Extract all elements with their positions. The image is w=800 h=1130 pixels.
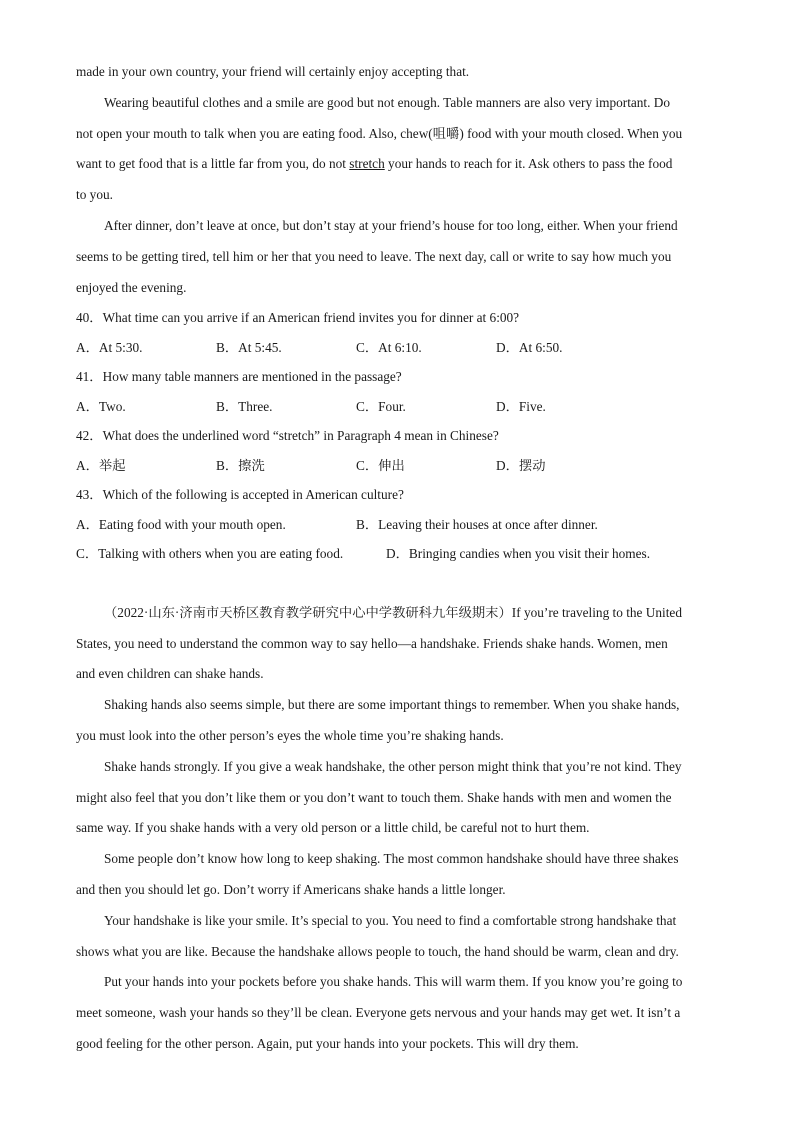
passage-line: After dinner, don’t leave at once, but don’t stay at your friend’s house for too long, either. When your friend [104,217,678,233]
question-list [76,303,726,569]
passage-1 [76,57,726,303]
passage-line-tail: your hands to reach for it. Ask others to pass the food [384,156,673,172]
option-b: B．擦洗 [216,457,265,473]
passage-line: good feeling for the other person. Again, put your hands into your pockets. This will dry them. [76,1036,579,1052]
option-a: A．At 5:30. [76,339,143,355]
passage-line: seems to be getting tired, tell him or her that you need to leave. The next day, call or write to say how much you [76,248,672,264]
option-b: B．Leaving their houses at once after dinner. [356,516,598,532]
passage-source-line: （2022·山东·济南市天桥区教育教学研究中心中学教研科九年级期末）If you’re traveling to the United [104,604,682,620]
option-c: C．Four. [356,398,406,414]
passage-line: and even children can shake hands. [76,666,264,682]
passage-line: to you. [76,187,113,203]
question-42-options [76,451,726,481]
option-d: D．摆动 [496,457,546,473]
passage-line: not open your mouth to talk when you are eating food. Also, chew(咀嚼) food with your mouth closed. When you [76,125,683,141]
option-a: A．举起 [76,457,126,473]
question-40-options [76,333,726,363]
passage-line: shows what you are like. Because the handshake allows people to touch, the hand should be warm, clean and dry. [76,943,679,959]
underlined-word: stretch [349,156,385,172]
question-41-stem: 41．How many table manners are mentioned in the passage? [76,369,402,385]
passage-line: Put your hands into your pockets before you shake hands. This will warm them. If you know you’re going to [104,974,683,990]
option-d: D．Bringing candies when you visit their homes. [386,546,651,562]
passage-line: Your handshake is like your smile. It’s special to you. You need to find a comfortable strong handshake that [104,912,677,928]
passage-line: Shake hands strongly. If you give a weak handshake, the other person might think that you’re not kind. They [104,758,682,774]
passage-line: meet someone, wash your hands so they’ll be clean. Everyone gets nervous and your hands may get wet. It isn’t a [76,1005,681,1021]
question-40-stem: 40．What time can you arrive if an American friend invites you for dinner at 6:00? [76,310,520,326]
option-d: D．At 6:50. [496,339,563,355]
question-41-options [76,392,726,422]
passage-line-head: want to get food that is a little far from you, do not [76,156,350,172]
passage-line: might also feel that you don’t like them or you don’t want to touch them. Shake hands with men and women the [76,789,672,805]
passage-line: enjoyed the evening. [76,279,187,295]
option-b: B．Three. [216,398,273,414]
passage-line: Some people don’t know how long to keep shaking. The most common handshake should have three shakes [104,851,679,867]
option-a: A．Eating food with your mouth open. [76,516,286,532]
passage-line: same way. If you shake hands with a very old person or a little child, be careful not to hurt them. [76,820,590,836]
question-43-stem: 43．Which of the following is accepted in American culture? [76,487,404,503]
option-c: C．At 6:10. [356,339,422,355]
option-d: D．Five. [496,398,546,414]
passage-line [76,149,726,180]
option-b: B．At 5:45. [216,339,282,355]
option-c: C．Talking with others when you are eating food. [76,546,344,562]
passage-line: made in your own country, your friend will certainly enjoy accepting that. [76,64,470,79]
option-c: C．伸出 [356,457,405,473]
passage-line: you must look into the other person’s eyes the whole time you’re shaking hands. [76,728,504,744]
question-42-stem: 42．What does the underlined word “stretch” in Paragraph 4 mean in Chinese? [76,428,499,444]
passage-line: Shaking hands also seems simple, but there are some important things to remember. When you shake hands, [104,697,680,713]
document-page [76,57,726,1060]
section-spacer [76,569,726,598]
passage-2 [76,598,726,1060]
passage-line: Wearing beautiful clothes and a smile are good but not enough. Table manners are also very important. Do [104,94,671,110]
question-43-options-row-2 [76,539,726,569]
passage-line: States, you need to understand the common way to say hello—a handshake. Friends shake hands. Women, men [76,635,668,651]
option-a: A．Two. [76,398,126,414]
question-43-options-row-1 [76,510,726,540]
passage-line: and then you should let go. Don’t worry if Americans shake hands a little longer. [76,882,506,898]
